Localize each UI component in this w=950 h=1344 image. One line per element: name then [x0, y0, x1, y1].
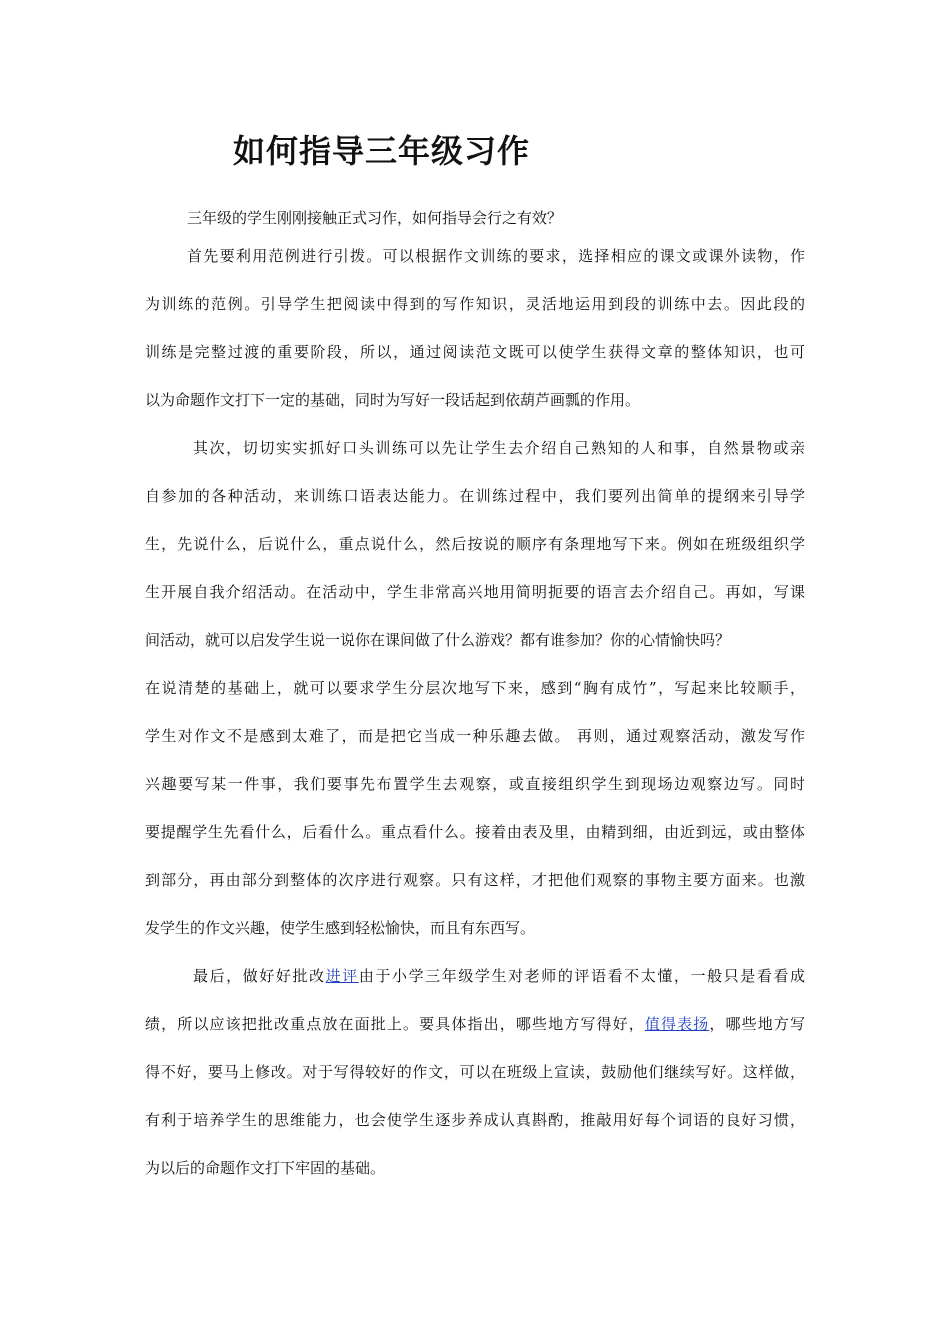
- praise-link[interactable]: 值得表扬: [644, 1015, 710, 1033]
- paragraph-2-line-4: 生开展自我介绍活动。在活动中，学生非常高兴地用简明扼要的语言去介绍自己。再如，写课: [145, 583, 805, 601]
- paragraph-3-line-4: 有利于培养学生的思维能力，也会使学生逐步养成认真斟酌，推敲用好每个词语的良好习惯，: [145, 1111, 805, 1129]
- paragraph-1-line-4: 以为命题作文打下一定的基础，同时为写好一段话起到依葫芦画瓢的作用。: [145, 391, 641, 409]
- paragraph-2-line-8: 兴趣要写某一件事，我们要事先布置学生去观察，或直接组织学生到现场边观察边写。同时: [145, 775, 805, 793]
- paragraph-3-line-3: 得不好，要马上修改。对于写得较好的作文，可以在班级上宣读，鼓励他们继续写好。这样做，: [145, 1063, 805, 1081]
- paragraph-2-line-6: 在说清楚的基础上，就可以要求学生分层次地写下来，感到“胸有成竹”，写起来比较顺手，: [145, 679, 805, 697]
- paragraph-2-line-10: 到部分，再由部分到整体的次序进行观察。只有这样，才把他们观察的事物主要方面来。也激: [145, 871, 805, 889]
- paragraph-3-line-5: 为以后的命题作文打下牢固的基础。: [145, 1159, 386, 1177]
- paragraph-3-line-2-text-a: 绩，所以应该把批改重点放在面批上。要具体指出，哪些地方写得好，: [145, 1015, 645, 1033]
- paragraph-2-line-1: 其次，切切实实抓好口头训练可以先让学生去介绍自己熟知的人和事，自然景物或亲: [193, 439, 805, 457]
- paragraph-3-line-1-text-a: 最后，做好好批改: [193, 967, 326, 985]
- paragraph-1-line-2: 为训练的范例。引导学生把阅读中得到的写作知识，灵活地运用到段的训练中去。因此段的: [145, 295, 805, 313]
- paragraph-1-line-3: 训练是完整过渡的重要阶段，所以，通过阅读范文既可以使学生获得文章的整体知识，也可: [145, 343, 805, 361]
- paragraph-2-line-11: 发学生的作文兴趣，使学生感到轻松愉快，而且有东西写。: [145, 919, 536, 937]
- review-link[interactable]: 进评: [325, 967, 359, 985]
- intro-line: 三年级的学生刚刚接触正式习作，如何指导会行之有效？: [187, 209, 563, 227]
- paragraph-2-line-9: 要提醒学生先看什么，后看什么。重点看什么。接着由表及里，由精到细，由近到远，或由整体: [145, 823, 805, 841]
- paragraph-3-line-1-text-b: 由于小学三年级学生对老师的评语看不太懂，一般只是看看成: [358, 967, 805, 985]
- paragraph-2-line-7: 学生对作文不是感到太难了，而是把它当成一种乐趣去做。 再则，通过观察活动，激发写作: [145, 727, 805, 745]
- paragraph-3-line-1: [145, 964, 805, 1012]
- paragraph-2-line-5: 间活动，就可以启发学生说一说你在课间做了什么游戏？都有谁参加？你的心情愉快吗？: [145, 631, 731, 649]
- document-body: [145, 206, 805, 1204]
- paragraph-3-line-2-text-b: ，哪些地方写: [709, 1015, 805, 1033]
- document-title: 如何指导三年级习作: [233, 132, 531, 170]
- paragraph-2-line-2: 自参加的各种活动，来训练口语表达能力。在训练过程中，我们要列出简单的提纲来引导学: [145, 487, 805, 505]
- paragraph-3-line-2: [145, 1012, 805, 1060]
- paragraph-2-line-3: 生，先说什么，后说什么，重点说什么，然后按说的顺序有条理地写下来。例如在班级组织学: [145, 535, 805, 553]
- paragraph-1-line-1: 首先要利用范例进行引拨。可以根据作文训练的要求，选择相应的课文或课外读物，作: [187, 247, 805, 265]
